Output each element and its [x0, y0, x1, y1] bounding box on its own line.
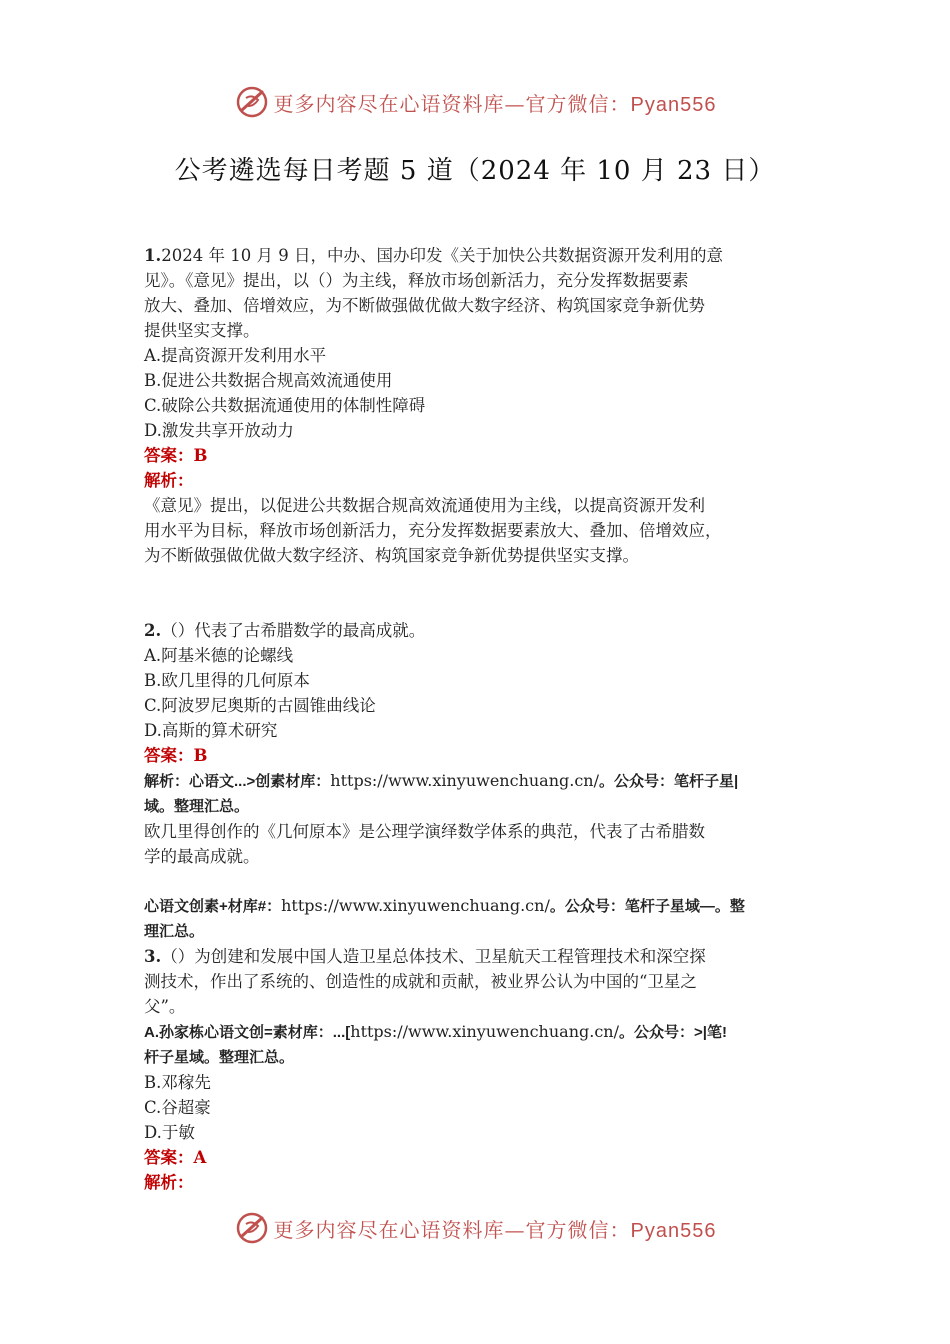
- question-stem: 3.（）为创建和发展中国人造卫星总体技术、卫星航天工程管理技术和深空探: [144, 947, 706, 966]
- option-d: D.激发共享开放动力: [144, 421, 294, 440]
- option-a: A.孙家栋心语文创=素材库：...[https://www.xinyuwenchuang.cn/。公众号：>|笔!: [144, 1022, 727, 1041]
- watermark-url: https://www.xinyuwenchuang.cn/: [281, 896, 550, 915]
- answer: 答案：A: [144, 1148, 207, 1167]
- watermark-text: 杆子星域。整理汇总。: [144, 1049, 295, 1066]
- option-c: C.谷超豪: [144, 1098, 211, 1117]
- analysis-text: 用水平为目标，释放市场创新活力，充分发挥数据要素放大、叠加、倍增效应，: [144, 521, 722, 540]
- question-stem: 1.2024 年 10 月 9 日，中办、国办印发《关于加快公共数据资源开发利用的意: [144, 246, 723, 265]
- watermark-text: 心语文创素+材库#：https://www.xinyuwenchuang.cn/。公众号：笔杆子星域—。整: [144, 896, 745, 915]
- watermark-url: https://www.xinyuwenchuang.cn/: [350, 1022, 619, 1041]
- answer: 答案：B: [144, 746, 208, 765]
- watermark-text: 理汇总。: [144, 923, 205, 940]
- option-a: A.阿基米德的论螺线: [144, 646, 294, 665]
- logo-icon: [234, 1210, 270, 1246]
- footer-banner: [0, 1208, 950, 1248]
- option-c: C.阿波罗尼奥斯的古圆锥曲线论: [144, 696, 376, 715]
- question-stem: 2.（）代表了古希腊数学的最高成就。: [144, 621, 426, 640]
- option-d: D.高斯的算术研究: [144, 721, 278, 740]
- analysis-text: 欧几里得创作的《几何原本》是公理学演绎数学体系的典范，代表了古希腊数: [144, 822, 705, 841]
- page-title: 公考遴选每日考题 5 道（2024 年 10 月 23 日）: [174, 156, 776, 186]
- question-1: [144, 243, 814, 568]
- banner-text: 更多内容尽在心语资料库—官方微信：Pyan556: [273, 1217, 717, 1242]
- logo-icon: [234, 84, 270, 120]
- analysis-text: 为不断做强做优做大数字经济、构筑国家竞争新优势提供坚实支撑。: [144, 546, 639, 565]
- analysis-label: 解析：: [144, 471, 194, 490]
- option-a: A.提高资源开发利用水平: [144, 346, 327, 365]
- watermark-text: 解析：心语文...>创素材库：https://www.xinyuwenchuang.cn/。公众号：笔杆子星|: [144, 771, 739, 790]
- watermark-text: 域。整理汇总。: [144, 798, 250, 815]
- document-body: [144, 243, 814, 1195]
- question-stem-line: 见》。《意见》提出，以（）为主线，释放市场创新活力，充分发挥数据要素: [144, 271, 689, 290]
- question-stem-line: 父”。: [144, 997, 186, 1016]
- question-2: [144, 618, 814, 944]
- analysis-text: 《意见》提出，以促进公共数据合规高效流通使用为主线，以提高资源开发利: [144, 496, 705, 515]
- question-stem-line: 测技术，作出了系统的、创造性的成就和贡献，被业界公认为中国的“卫星之: [144, 972, 697, 991]
- analysis-label: 解析：: [144, 1173, 194, 1192]
- answer: 答案：B: [144, 446, 208, 465]
- question-stem-line: 提供坚实支撑。: [144, 321, 260, 340]
- option-d: D.于敏: [144, 1123, 195, 1142]
- option-c: C.破除公共数据流通使用的体制性障碍: [144, 396, 426, 415]
- analysis-text: 学的最高成就。: [144, 847, 260, 866]
- option-b: B.邓稼先: [144, 1073, 211, 1092]
- question-3: [144, 944, 814, 1195]
- header-banner: [0, 82, 950, 122]
- question-stem-line: 放大、叠加、倍增效应，为不断做强做优做大数字经济、构筑国家竞争新优势: [144, 296, 705, 315]
- banner-text: 更多内容尽在心语资料库—官方微信：Pyan556: [273, 91, 717, 116]
- option-b: B.欧几里得的几何原本: [144, 671, 310, 690]
- watermark-url: https://www.xinyuwenchuang.cn/: [330, 771, 599, 790]
- option-b: B.促进公共数据合规高效流通使用: [144, 371, 393, 390]
